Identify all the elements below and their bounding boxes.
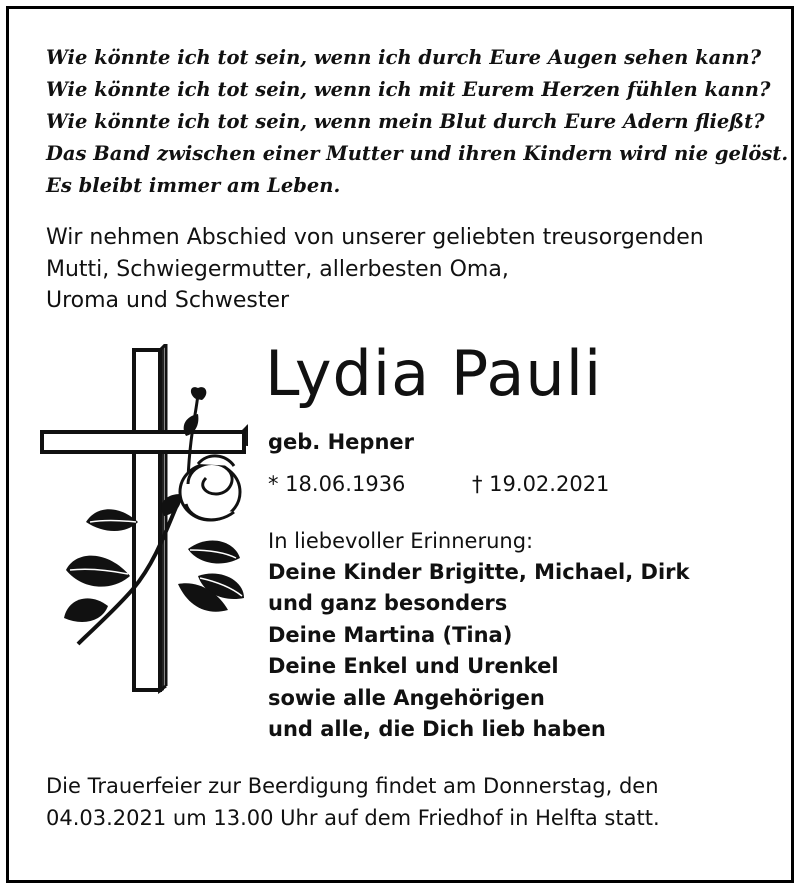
cross-with-rose-icon bbox=[38, 344, 248, 694]
death-date: † 19.02.2021 bbox=[472, 472, 610, 496]
funeral-line: Die Trauerfeier zur Beerdigung findet am Donnerstag, den bbox=[46, 774, 659, 798]
poem-line: Wie könnte ich tot sein, wenn mein Blut durch Eure Adern fließt? bbox=[46, 110, 765, 133]
intro-line: Mutti, Schwiegermutter, allerbesten Oma, bbox=[46, 256, 509, 282]
mourner-line: sowie alle Angehörigen bbox=[268, 685, 545, 710]
poem-line: Wie könnte ich tot sein, wenn ich durch Eure Augen sehen kann? bbox=[46, 46, 762, 69]
intro-text bbox=[46, 222, 704, 317]
mourner-line: Deine Kinder Brigitte, Michael, Dirk bbox=[268, 560, 690, 584]
funeral-line: 04.03.2021 um 13.00 Uhr auf dem Friedhof in Helfta statt. bbox=[46, 806, 660, 830]
mourner-line: Deine Enkel und Urenkel bbox=[268, 654, 559, 679]
poem-line: Das Band zwischen einer Mutter und ihren Kindern wird nie gelöst. bbox=[46, 142, 789, 165]
poem-block bbox=[46, 42, 788, 202]
mourner-line: und ganz besonders bbox=[268, 591, 508, 616]
mourner-line: Deine Martina (Tina) bbox=[268, 622, 513, 647]
mourner-line: und alle, die Dich lieb haben bbox=[268, 717, 606, 742]
mourners-list bbox=[268, 557, 690, 745]
intro-line: Wir nehmen Abschied von unserer geliebten treusorgenden bbox=[46, 225, 704, 250]
intro-line: Uroma und Schwester bbox=[46, 288, 290, 313]
memory-heading: In liebevoller Erinnerung: bbox=[268, 529, 534, 553]
poem-line: Wie könnte ich tot sein, wenn ich mit Eurem Herzen fühlen kann? bbox=[46, 78, 771, 101]
maiden-name: geb. Hepner bbox=[268, 430, 414, 454]
funeral-notice bbox=[46, 770, 660, 834]
birth-date: * 18.06.1936 bbox=[268, 472, 406, 496]
poem-line: Es bleibt immer am Leben. bbox=[46, 174, 341, 197]
deceased-name: Lydia Pauli bbox=[265, 337, 603, 410]
